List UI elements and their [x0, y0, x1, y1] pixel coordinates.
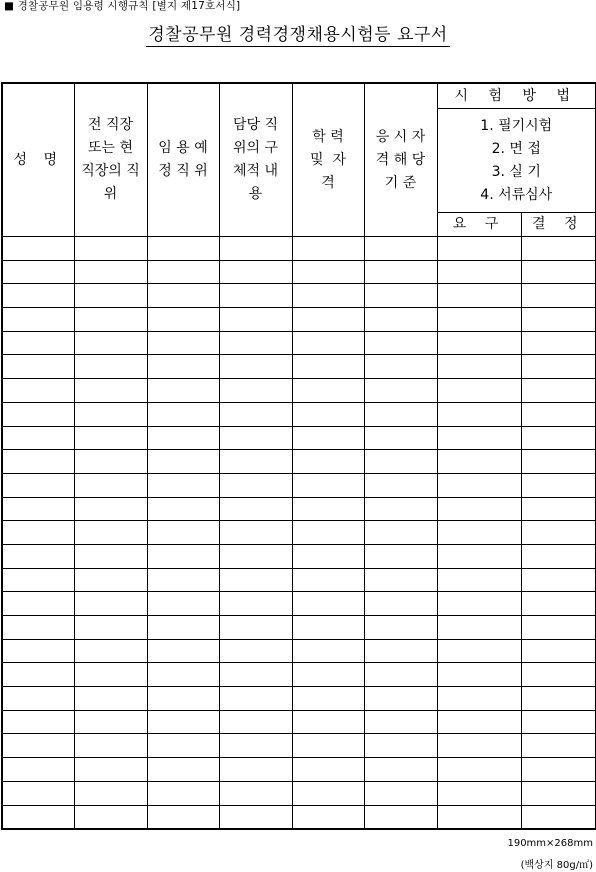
cell-planned-position[interactable]: [147, 639, 219, 663]
cell-decision[interactable]: [521, 805, 596, 829]
cell-education[interactable]: [292, 592, 364, 616]
table-row: [2, 521, 596, 545]
cell-request[interactable]: [437, 260, 521, 284]
cell-duties[interactable]: [219, 450, 292, 474]
cell-previous-job[interactable]: [74, 781, 147, 805]
cell-request[interactable]: [437, 663, 521, 687]
cell-duties[interactable]: [219, 616, 292, 640]
cell-education[interactable]: [292, 497, 364, 521]
cell-decision[interactable]: [521, 308, 596, 332]
form-reference-note: ■ 경찰공무원 임용령 시행규칙 [별지 제17호서식]: [4, 0, 241, 12]
cell-planned-position[interactable]: [147, 331, 219, 355]
header-duties-line: 위의 구: [232, 140, 279, 156]
cell-request[interactable]: [437, 592, 521, 616]
header-eligibility-line: 격 해 당: [375, 151, 426, 168]
header-duties-line: 체적 내: [232, 163, 279, 179]
cell-education[interactable]: [292, 284, 364, 308]
cell-duties[interactable]: [219, 497, 292, 521]
cell-name[interactable]: [2, 544, 74, 568]
cell-decision[interactable]: [521, 426, 596, 450]
cell-education[interactable]: [292, 710, 364, 734]
cell-previous-job[interactable]: [74, 544, 147, 568]
header-exam-method: 시 험 방 법: [437, 83, 596, 109]
cell-eligibility[interactable]: [364, 260, 437, 284]
cell-eligibility[interactable]: [364, 758, 437, 782]
cell-decision[interactable]: [521, 710, 596, 734]
cell-eligibility[interactable]: [364, 331, 437, 355]
cell-name[interactable]: [2, 639, 74, 663]
cell-planned-position[interactable]: [147, 284, 219, 308]
cell-request[interactable]: [437, 237, 521, 261]
cell-duties[interactable]: [219, 284, 292, 308]
table-row: [2, 426, 596, 450]
table-row: [2, 308, 596, 332]
cell-education[interactable]: [292, 781, 364, 805]
cell-request[interactable]: [437, 450, 521, 474]
cell-previous-job[interactable]: [74, 616, 147, 640]
cell-previous-job[interactable]: [74, 568, 147, 592]
cell-request[interactable]: [437, 639, 521, 663]
table-row: [2, 473, 596, 497]
table-row: [2, 284, 596, 308]
header-name: 성 명: [2, 83, 74, 237]
cell-eligibility[interactable]: [364, 710, 437, 734]
cell-name[interactable]: [2, 497, 74, 521]
table-row: [2, 734, 596, 758]
cell-eligibility[interactable]: [364, 616, 437, 640]
table-row: [2, 663, 596, 687]
cell-eligibility[interactable]: [364, 450, 437, 474]
cell-previous-job[interactable]: [74, 426, 147, 450]
cell-eligibility[interactable]: [364, 734, 437, 758]
cell-eligibility[interactable]: [364, 237, 437, 261]
cell-eligibility[interactable]: [364, 402, 437, 426]
header-education-line: 및 자: [310, 151, 346, 168]
cell-duties[interactable]: [219, 568, 292, 592]
cell-education[interactable]: [292, 758, 364, 782]
cell-planned-position[interactable]: [147, 544, 219, 568]
header-previous-job-line: 전 직장: [87, 117, 134, 133]
cell-duties[interactable]: [219, 308, 292, 332]
exam-method-item: 4. 서류심사: [480, 186, 553, 203]
cell-eligibility[interactable]: [364, 284, 437, 308]
cell-planned-position[interactable]: [147, 781, 219, 805]
cell-eligibility[interactable]: [364, 592, 437, 616]
cell-name[interactable]: [2, 734, 74, 758]
cell-decision[interactable]: [521, 758, 596, 782]
cell-previous-job[interactable]: [74, 402, 147, 426]
cell-education[interactable]: [292, 805, 364, 829]
cell-request[interactable]: [437, 710, 521, 734]
cell-request[interactable]: [437, 284, 521, 308]
cell-education[interactable]: [292, 568, 364, 592]
cell-request[interactable]: [437, 781, 521, 805]
paper-type-note: (백상지 80g/㎡): [520, 860, 593, 871]
cell-education[interactable]: [292, 616, 364, 640]
cell-planned-position[interactable]: [147, 734, 219, 758]
cell-previous-job[interactable]: [74, 734, 147, 758]
cell-education[interactable]: [292, 544, 364, 568]
cell-duties[interactable]: [219, 379, 292, 403]
cell-decision[interactable]: [521, 734, 596, 758]
cell-planned-position[interactable]: [147, 710, 219, 734]
cell-previous-job[interactable]: [74, 710, 147, 734]
cell-request[interactable]: [437, 473, 521, 497]
cell-planned-position[interactable]: [147, 592, 219, 616]
table-row: [2, 805, 596, 829]
cell-eligibility[interactable]: [364, 473, 437, 497]
cell-name[interactable]: [2, 473, 74, 497]
table-row: [2, 544, 596, 568]
cell-planned-position[interactable]: [147, 663, 219, 687]
cell-eligibility[interactable]: [364, 781, 437, 805]
cell-education[interactable]: [292, 260, 364, 284]
table-row: [2, 592, 596, 616]
cell-request[interactable]: [437, 544, 521, 568]
cell-education[interactable]: [292, 639, 364, 663]
header-request: 요 구: [437, 213, 521, 237]
cell-duties[interactable]: [219, 521, 292, 545]
cell-previous-job[interactable]: [74, 308, 147, 332]
header-duties: [219, 83, 292, 237]
cell-previous-job[interactable]: [74, 284, 147, 308]
cell-eligibility[interactable]: [364, 639, 437, 663]
header-previous-job-line: 직장의 직: [81, 163, 140, 179]
cell-name[interactable]: [2, 284, 74, 308]
header-planned-position-line: 정 직 위: [158, 163, 208, 179]
cell-eligibility[interactable]: [364, 521, 437, 545]
cell-decision[interactable]: [521, 544, 596, 568]
cell-planned-position[interactable]: [147, 237, 219, 261]
header-eligibility-line: 응 시 자: [375, 128, 426, 145]
cell-request[interactable]: [437, 379, 521, 403]
cell-decision[interactable]: [521, 592, 596, 616]
cell-education[interactable]: [292, 402, 364, 426]
cell-planned-position[interactable]: [147, 355, 219, 379]
cell-decision[interactable]: [521, 687, 596, 711]
cell-eligibility[interactable]: [364, 355, 437, 379]
header-planned-position: [147, 83, 219, 237]
cell-duties[interactable]: [219, 402, 292, 426]
cell-previous-job[interactable]: [74, 687, 147, 711]
cell-planned-position[interactable]: [147, 687, 219, 711]
cell-decision[interactable]: [521, 331, 596, 355]
cell-previous-job[interactable]: [74, 237, 147, 261]
cell-decision[interactable]: [521, 355, 596, 379]
cell-name[interactable]: [2, 355, 74, 379]
cell-previous-job[interactable]: [74, 805, 147, 829]
cell-decision[interactable]: [521, 781, 596, 805]
table-row: [2, 568, 596, 592]
cell-duties[interactable]: [219, 687, 292, 711]
cell-previous-job[interactable]: [74, 592, 147, 616]
cell-duties[interactable]: [219, 544, 292, 568]
cell-previous-job[interactable]: [74, 521, 147, 545]
cell-education[interactable]: [292, 521, 364, 545]
cell-name[interactable]: [2, 592, 74, 616]
cell-decision[interactable]: [521, 521, 596, 545]
cell-previous-job[interactable]: [74, 758, 147, 782]
cell-name[interactable]: [2, 308, 74, 332]
cell-previous-job[interactable]: [74, 639, 147, 663]
cell-name[interactable]: [2, 331, 74, 355]
cell-request[interactable]: [437, 331, 521, 355]
header-duties-line: 담당 직: [232, 117, 279, 133]
cell-duties[interactable]: [219, 260, 292, 284]
cell-name[interactable]: [2, 521, 74, 545]
cell-duties[interactable]: [219, 473, 292, 497]
exam-method-item: 3. 실 기: [491, 163, 541, 180]
cell-decision[interactable]: [521, 663, 596, 687]
header-eligibility-line: 기 준: [384, 174, 417, 191]
cell-eligibility[interactable]: [364, 663, 437, 687]
cell-previous-job[interactable]: [74, 331, 147, 355]
cell-planned-position[interactable]: [147, 308, 219, 332]
cell-duties[interactable]: [219, 734, 292, 758]
table-row: [2, 402, 596, 426]
table-row: [2, 616, 596, 640]
cell-planned-position[interactable]: [147, 260, 219, 284]
header-planned-position-line: 임 용 예: [158, 140, 208, 156]
cell-decision[interactable]: [521, 473, 596, 497]
cell-eligibility[interactable]: [364, 497, 437, 521]
cell-previous-job[interactable]: [74, 663, 147, 687]
cell-eligibility[interactable]: [364, 426, 437, 450]
cell-decision[interactable]: [521, 568, 596, 592]
page-title-text: 경찰공무원 경력경쟁채용시험등 요구서: [148, 25, 448, 45]
cell-decision[interactable]: [521, 497, 596, 521]
cell-education[interactable]: [292, 663, 364, 687]
cell-eligibility[interactable]: [364, 308, 437, 332]
cell-previous-job[interactable]: [74, 260, 147, 284]
table-row: [2, 687, 596, 711]
cell-request[interactable]: [437, 497, 521, 521]
cell-education[interactable]: [292, 379, 364, 403]
cell-duties[interactable]: [219, 781, 292, 805]
cell-eligibility[interactable]: [364, 687, 437, 711]
cell-name[interactable]: [2, 450, 74, 474]
cell-education[interactable]: [292, 237, 364, 261]
cell-duties[interactable]: [219, 355, 292, 379]
cell-planned-position[interactable]: [147, 805, 219, 829]
cell-planned-position[interactable]: [147, 568, 219, 592]
page-title: [0, 20, 596, 45]
cell-previous-job[interactable]: [74, 355, 147, 379]
cell-decision[interactable]: [521, 260, 596, 284]
exam-method-item: 1. 필기시험: [480, 117, 553, 134]
cell-education[interactable]: [292, 473, 364, 497]
cell-education[interactable]: [292, 687, 364, 711]
cell-planned-position[interactable]: [147, 379, 219, 403]
cell-name[interactable]: [2, 616, 74, 640]
table-row: [2, 710, 596, 734]
cell-name[interactable]: [2, 402, 74, 426]
cell-eligibility[interactable]: [364, 805, 437, 829]
header-decision: 결 정: [521, 213, 596, 237]
cell-decision[interactable]: [521, 402, 596, 426]
cell-planned-position[interactable]: [147, 616, 219, 640]
table-row: [2, 450, 596, 474]
cell-name[interactable]: [2, 781, 74, 805]
header-previous-job-line: 또는 현: [87, 140, 134, 156]
cell-duties[interactable]: [219, 758, 292, 782]
header-previous-job-line: 위: [103, 186, 118, 202]
table-row: [2, 497, 596, 521]
cell-name[interactable]: [2, 710, 74, 734]
table-row: [2, 237, 596, 261]
cell-request[interactable]: [437, 402, 521, 426]
cell-duties[interactable]: [219, 331, 292, 355]
cell-education[interactable]: [292, 734, 364, 758]
table-row: [2, 331, 596, 355]
cell-planned-position[interactable]: [147, 497, 219, 521]
cell-planned-position[interactable]: [147, 426, 219, 450]
cell-request[interactable]: [437, 308, 521, 332]
exam-method-item: 2. 면 접: [491, 140, 541, 157]
cell-education[interactable]: [292, 426, 364, 450]
cell-name[interactable]: [2, 687, 74, 711]
cell-decision[interactable]: [521, 639, 596, 663]
cell-request[interactable]: [437, 758, 521, 782]
cell-request[interactable]: [437, 426, 521, 450]
cell-request[interactable]: [437, 568, 521, 592]
cell-previous-job[interactable]: [74, 379, 147, 403]
cell-education[interactable]: [292, 450, 364, 474]
request-form-table: [1, 82, 596, 830]
table-row: [2, 260, 596, 284]
exam-method-list: [437, 109, 596, 213]
cell-planned-position[interactable]: [147, 402, 219, 426]
cell-education[interactable]: [292, 355, 364, 379]
header-duties-line: 용: [248, 186, 263, 202]
cell-decision[interactable]: [521, 450, 596, 474]
cell-request[interactable]: [437, 616, 521, 640]
cell-duties[interactable]: [219, 592, 292, 616]
cell-eligibility[interactable]: [364, 544, 437, 568]
cell-name[interactable]: [2, 260, 74, 284]
cell-previous-job[interactable]: [74, 473, 147, 497]
cell-education[interactable]: [292, 331, 364, 355]
cell-request[interactable]: [437, 805, 521, 829]
cell-name[interactable]: [2, 237, 74, 261]
cell-duties[interactable]: [219, 710, 292, 734]
cell-duties[interactable]: [219, 639, 292, 663]
cell-name[interactable]: [2, 663, 74, 687]
header-education-line: 격: [321, 174, 335, 191]
cell-duties[interactable]: [219, 663, 292, 687]
cell-decision[interactable]: [521, 284, 596, 308]
table-row: [2, 355, 596, 379]
cell-planned-position[interactable]: [147, 758, 219, 782]
header-eligibility: [364, 83, 437, 237]
cell-name[interactable]: [2, 568, 74, 592]
cell-planned-position[interactable]: [147, 450, 219, 474]
table-row: [2, 781, 596, 805]
cell-decision[interactable]: [521, 616, 596, 640]
cell-duties[interactable]: [219, 237, 292, 261]
cell-previous-job[interactable]: [74, 497, 147, 521]
cell-name[interactable]: [2, 379, 74, 403]
paper-size-note: 190mm×268mm: [507, 838, 593, 849]
table-row: [2, 758, 596, 782]
cell-previous-job[interactable]: [74, 450, 147, 474]
cell-education[interactable]: [292, 308, 364, 332]
table-row: [2, 379, 596, 403]
table-row: [2, 639, 596, 663]
header-education-line: 학 력: [312, 128, 344, 145]
cell-name[interactable]: [2, 805, 74, 829]
cell-request[interactable]: [437, 734, 521, 758]
cell-decision[interactable]: [521, 379, 596, 403]
cell-eligibility[interactable]: [364, 568, 437, 592]
cell-request[interactable]: [437, 687, 521, 711]
cell-planned-position[interactable]: [147, 473, 219, 497]
header-previous-job: [74, 83, 147, 237]
cell-planned-position[interactable]: [147, 521, 219, 545]
cell-request[interactable]: [437, 521, 521, 545]
cell-eligibility[interactable]: [364, 379, 437, 403]
cell-name[interactable]: [2, 426, 74, 450]
cell-duties[interactable]: [219, 805, 292, 829]
cell-name[interactable]: [2, 758, 74, 782]
cell-request[interactable]: [437, 355, 521, 379]
cell-duties[interactable]: [219, 426, 292, 450]
header-education: [292, 83, 364, 237]
cell-decision[interactable]: [521, 237, 596, 261]
